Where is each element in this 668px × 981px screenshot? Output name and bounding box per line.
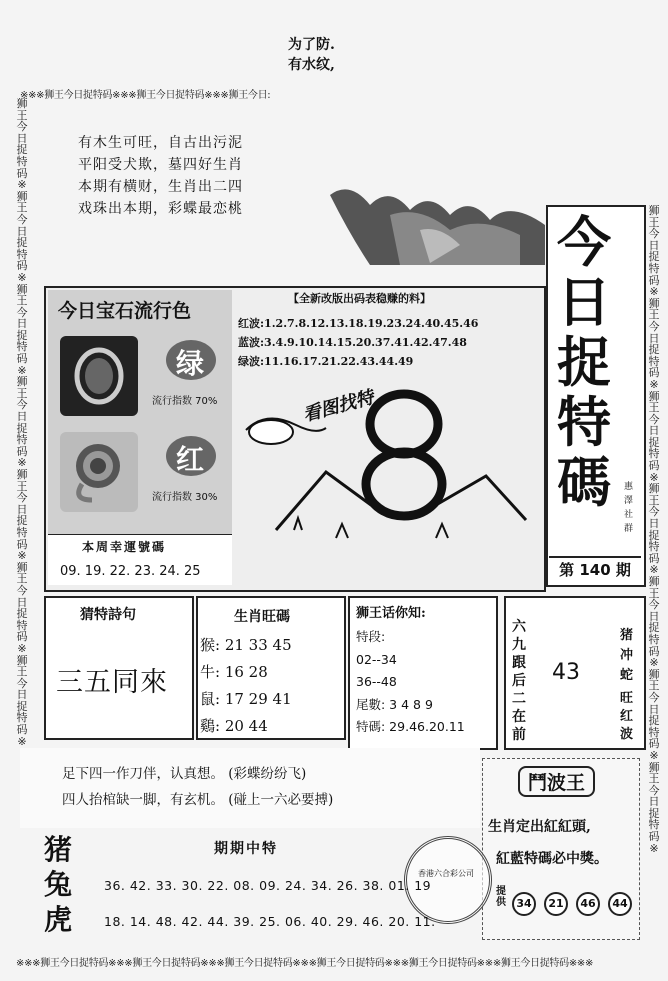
- header-line-2: 有水纹,: [288, 57, 335, 73]
- lion-tip-row: 特段:: [356, 629, 386, 644]
- zodiac-row: 猴: 21 33 45: [200, 636, 292, 654]
- title-char: 日: [557, 270, 611, 334]
- right-tip-column-b: 旺红波: [620, 691, 634, 742]
- zodiac-rows: [200, 632, 292, 740]
- number-ball: 44: [608, 892, 632, 916]
- waves-title: 【全新改版出码表稳赚的料】: [288, 292, 431, 305]
- poem-line: 平阳受犬欺，墓四好生肖: [78, 157, 243, 173]
- issue-number: 第 140 期: [549, 556, 641, 582]
- right-tip-column-a: 猪冲蛇: [620, 628, 634, 683]
- lion-tip-row: 尾數: 3 4 8 9: [356, 696, 433, 712]
- left-border-strip: 狮王今日捉特码※狮王今日捉特码※狮王今日捉特码※狮王今日捉特码※狮王今日捉特码※狮王今日捉特码※狮王今日捉特码※: [16, 98, 28, 748]
- side-zodiac-char: 虎: [44, 903, 73, 936]
- lucky-numbers: 09. 19. 22. 23. 24. 25: [60, 564, 201, 579]
- number-ball: 34: [512, 892, 536, 916]
- poem-line: 本期有横财，生肖出二四: [78, 179, 243, 195]
- bottom-border-strip: ※※※狮王今日捉特码※※※狮王今日捉特码※※※狮王今日捉特码※※※狮王今日捉特码※※※狮王今日捉特码※※※狮王今日捉特码※※※: [16, 958, 594, 969]
- riddle-line: 四人抬棺缺一脚，有玄机。 (碰上一六必要搏): [62, 792, 334, 808]
- right-border-strip: 狮王今日捉特码※狮王今日捉特码※狮王今日捉特码※狮王今日捉特码※狮王今日捉特码※狮王今日捉特码※狮王今日捉特码※: [648, 205, 660, 855]
- lion-fur-illustration: [330, 175, 545, 265]
- header-line-1: 为了防.: [288, 37, 335, 53]
- side-zodiac-char: 兔: [44, 868, 73, 901]
- poem-line: 有木生可旺，自古出污泥: [78, 135, 243, 151]
- zodiac-row: 牛: 16 28: [200, 663, 268, 681]
- zodiac-row: 鼠: 17 29 41: [200, 690, 292, 708]
- poem-line: 戏珠出本期，彩蝶最恋桃: [78, 201, 243, 217]
- bobo-line-1: 生肖定出紅紅頭,: [488, 819, 591, 835]
- gem-popularity-index: 流行指数 30%: [152, 492, 218, 503]
- lion-tip-title: 狮王话你知:: [356, 606, 426, 621]
- right-tip-number: 43: [552, 660, 580, 685]
- bobo-stamp-text: 香港六合彩公司: [418, 869, 474, 878]
- title-characters: [548, 212, 620, 512]
- side-zodiac-list: [44, 832, 72, 937]
- title-char: 捉: [557, 330, 611, 394]
- title-subtext: 惠澤社群: [624, 482, 634, 534]
- gem-title: 今日宝石流行色: [58, 300, 192, 322]
- gem-color-label: 绿: [176, 347, 205, 380]
- gem-swirl-icon: [64, 440, 134, 504]
- zodiac-row: 鷄: 20 44: [200, 717, 268, 735]
- lion-tip-row: 36--48: [356, 674, 397, 689]
- bobo-line-2: 紅藍特碼必中獎。: [496, 851, 608, 867]
- lucky-title: 本周幸運號碼: [82, 540, 167, 554]
- lion-tip-row: 特碼: 29.46.20.11: [356, 719, 465, 734]
- title-char: 今: [557, 210, 611, 274]
- green-wave-numbers: 绿波:11.16.17.21.22.43.44.49: [238, 355, 414, 368]
- title-char: 碼: [557, 450, 611, 514]
- number-ball: 46: [576, 892, 600, 916]
- lion-tip-rows: [356, 626, 465, 739]
- poem-guess-title: 猜特詩句: [80, 607, 136, 623]
- side-zodiac-char: 猪: [44, 833, 73, 866]
- poem-block: [78, 132, 243, 220]
- gem-color-label: 红: [176, 443, 205, 476]
- bottom-numbers-row: 36. 42. 33. 30. 22. 08. 09. 24. 34. 26. 38. 01. 19: [104, 878, 432, 893]
- bottom-title: 期期中特: [214, 841, 278, 857]
- blue-wave-numbers: 蓝波:3.4.9.10.14.15.20.37.41.42.47.48: [238, 336, 467, 349]
- poem-guess-text: 三五同來: [56, 667, 168, 698]
- lion-tip-row: 02--34: [356, 651, 397, 667]
- zodiac-title: 生肖旺碼: [234, 609, 290, 625]
- gem-ring-icon: [68, 344, 130, 408]
- picture-label: 看图找特: [300, 386, 376, 426]
- riddle-line: 足下四一作刀伴，认真想。 (彩蝶纷纷飞): [62, 766, 307, 782]
- title-char: 特: [557, 390, 611, 454]
- gem-popularity-index: 流行指数 70%: [152, 396, 218, 407]
- bobo-tip-label: 提供: [496, 886, 506, 908]
- right-tip-left-column: 六九跟后二在前: [512, 619, 526, 743]
- bobo-title: 鬥波王: [518, 766, 595, 797]
- waves-list: [238, 314, 478, 371]
- number-ball: 21: [544, 892, 568, 916]
- bottom-numbers-row: 18. 14. 48. 42. 44. 39. 25. 06. 40. 29. 46. 20. 11.: [104, 914, 436, 929]
- top-border-strip: ※※※狮王今日捉特码※※※狮王今日捉特码※※※狮王今日:: [20, 90, 271, 101]
- figure-eight-illustration: [236, 380, 536, 550]
- red-wave-numbers: 红波:1.2.7.8.12.13.18.19.23.24.40.45.46: [238, 317, 479, 330]
